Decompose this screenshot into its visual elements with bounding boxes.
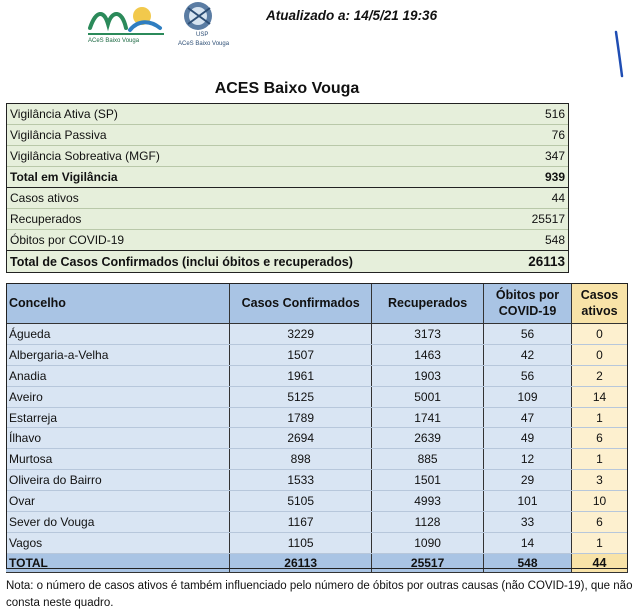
- cell-confirmados: 1961: [230, 365, 372, 386]
- cell-recuperados: 1501: [372, 470, 484, 491]
- table-row: [6, 407, 628, 428]
- cell-confirmados: 26113: [230, 553, 372, 572]
- cell-ativos: 6: [571, 512, 627, 533]
- summary-label: Vigilância Passiva: [10, 128, 107, 142]
- cell-confirmados: 1167: [230, 512, 372, 533]
- table-row: [6, 324, 628, 345]
- summary-value: 516: [544, 107, 565, 121]
- cell-obitos: 548: [484, 553, 572, 572]
- cell-concelho: TOTAL: [6, 553, 230, 572]
- table-header-row: [6, 283, 628, 324]
- cell-concelho: Sever do Vouga: [6, 512, 230, 533]
- cell-recuperados: 2639: [372, 428, 484, 449]
- cell-concelho: Águeda: [6, 324, 230, 345]
- col-header-recuperados: Recuperados: [372, 283, 484, 324]
- cell-obitos: 49: [484, 428, 572, 449]
- cell-recuperados: 1090: [372, 532, 484, 553]
- cell-ativos: 14: [571, 386, 627, 407]
- cell-confirmados: 1105: [230, 532, 372, 553]
- updated-timestamp: Atualizado a: 14/5/21 19:36: [266, 8, 438, 23]
- cell-recuperados: 1463: [372, 344, 484, 365]
- cell-obitos: 29: [484, 470, 572, 491]
- cell-confirmados: 1533: [230, 470, 372, 491]
- aces-logo: [86, 2, 166, 44]
- logo1-text: ACeS Baixo Vouga: [88, 38, 140, 44]
- cell-ativos: 0: [571, 324, 627, 345]
- summary-label: Recuperados: [10, 212, 82, 226]
- cell-concelho: Ílhavo: [6, 428, 230, 449]
- summary-value: 26113: [528, 254, 565, 269]
- cell-confirmados: 1789: [230, 407, 372, 428]
- cell-confirmados: 3229: [230, 324, 372, 345]
- cell-recuperados: 1128: [372, 512, 484, 533]
- summary-label: Total em Vigilância: [10, 170, 118, 184]
- cell-obitos: 12: [484, 449, 572, 470]
- table-row: [6, 344, 628, 365]
- cell-obitos: 109: [484, 386, 572, 407]
- summary-value: 25517: [531, 212, 565, 226]
- cell-obitos: 47: [484, 407, 572, 428]
- table-row: [6, 365, 628, 386]
- summary-row-total-vigilancia: [7, 167, 568, 188]
- summary-row: [7, 146, 568, 167]
- cell-ativos: 44: [571, 553, 627, 572]
- cell-concelho: Oliveira do Bairro: [6, 470, 230, 491]
- summary-value: 939: [544, 170, 565, 184]
- cell-obitos: 101: [484, 491, 572, 512]
- summary-value: 347: [544, 149, 565, 163]
- table-row: [6, 470, 628, 491]
- usp-logo: [176, 0, 236, 48]
- pen-mark: [612, 30, 626, 78]
- cell-confirmados: 5125: [230, 386, 372, 407]
- concelhos-table: [6, 283, 628, 573]
- cell-obitos: 56: [484, 324, 572, 345]
- cell-ativos: 0: [571, 344, 627, 365]
- cell-confirmados: 2694: [230, 428, 372, 449]
- cell-ativos: 1: [571, 532, 627, 553]
- table-row: [6, 491, 628, 512]
- table-row: [6, 532, 628, 553]
- cell-obitos: 14: [484, 532, 572, 553]
- table-total-row: [6, 553, 628, 572]
- summary-row: [7, 188, 568, 209]
- cell-recuperados: 1903: [372, 365, 484, 386]
- cell-concelho: Vagos: [6, 532, 230, 553]
- cell-concelho: Aveiro: [6, 386, 230, 407]
- cell-recuperados: 885: [372, 449, 484, 470]
- table-row: [6, 428, 628, 449]
- cell-obitos: 33: [484, 512, 572, 533]
- cell-ativos: 10: [571, 491, 627, 512]
- cell-concelho: Anadia: [6, 365, 230, 386]
- cell-recuperados: 5001: [372, 386, 484, 407]
- summary-label: Casos ativos: [10, 191, 79, 205]
- col-header-ativos: Casos ativos: [571, 283, 627, 324]
- summary-row-total-confirmados: [7, 251, 568, 272]
- table-row: [6, 512, 628, 533]
- summary-row: [7, 209, 568, 230]
- cell-confirmados: 898: [230, 449, 372, 470]
- cell-confirmados: 1507: [230, 344, 372, 365]
- cell-recuperados: 4993: [372, 491, 484, 512]
- logo2-top: USP: [196, 32, 209, 38]
- footnote: Nota: o número de casos ativos é também influenciado pelo número de óbitos por outras causas (não COVID-19), que não consta neste quadro.: [6, 580, 633, 609]
- cell-obitos: 42: [484, 344, 572, 365]
- cell-confirmados: 5105: [230, 491, 372, 512]
- cell-ativos: 6: [571, 428, 627, 449]
- cell-obitos: 56: [484, 365, 572, 386]
- summary-value: 76: [551, 128, 565, 142]
- table-row: [6, 386, 628, 407]
- page-title: ACES Baixo Vouga: [214, 80, 360, 97]
- summary-label: Vigilância Ativa (SP): [10, 107, 118, 121]
- logo2-text: ACeS Baixo Vouga: [178, 41, 230, 47]
- cell-concelho: Murtosa: [6, 449, 230, 470]
- cell-recuperados: 1741: [372, 407, 484, 428]
- col-header-confirmados: Casos Confirmados: [230, 283, 372, 324]
- cell-concelho: Ovar: [6, 491, 230, 512]
- summary-row: [7, 230, 568, 251]
- summary-label: Total de Casos Confirmados (inclui óbitos e recuperados): [10, 254, 353, 269]
- cell-ativos: 1: [571, 407, 627, 428]
- table-row: [6, 449, 628, 470]
- summary-label: Vigilância Sobreativa (MGF): [10, 149, 160, 163]
- cell-recuperados: 3173: [372, 324, 484, 345]
- col-header-obitos: Óbitos por COVID-19: [484, 283, 572, 324]
- summary-value: 44: [551, 191, 565, 205]
- summary-table: [6, 103, 569, 273]
- cell-ativos: 1: [571, 449, 627, 470]
- cell-recuperados: 25517: [372, 553, 484, 572]
- summary-row: [7, 125, 568, 146]
- summary-value: 548: [544, 233, 565, 247]
- cell-concelho: Albergaria-a-Velha: [6, 344, 230, 365]
- summary-label: Óbitos por COVID-19: [10, 233, 125, 247]
- cell-ativos: 3: [571, 470, 627, 491]
- col-header-concelho: Concelho: [6, 283, 230, 324]
- cell-concelho: Estarreja: [6, 407, 230, 428]
- cell-ativos: 2: [571, 365, 627, 386]
- summary-row: [7, 104, 568, 125]
